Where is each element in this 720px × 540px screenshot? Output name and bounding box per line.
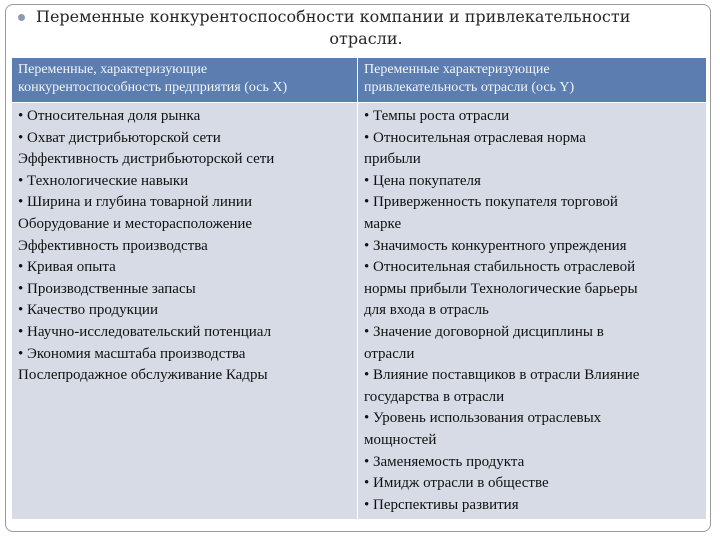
list-item: Послепродажное обслуживание Кадры: [18, 367, 268, 384]
list-item: отрасли: [364, 345, 415, 362]
table-body-row: [12, 103, 707, 520]
title-line-1: Переменные конкурентоспособности компании и привлекательности: [36, 7, 631, 26]
header-text: Переменные характеризующие: [364, 62, 550, 77]
list-item: • Относительная доля рынка: [18, 108, 201, 124]
list-item: • Цена покупателя: [364, 172, 481, 189]
title-line-2: отрасли.: [329, 29, 403, 48]
header-competitiveness: [12, 58, 358, 103]
list-item: • Ширина и глубина товарной линии: [18, 194, 252, 211]
attractiveness-variables-cell: [358, 103, 707, 520]
list-item: • Относительная отраслевая норма: [364, 129, 586, 146]
header-attractiveness: [358, 58, 707, 103]
header-text: привлекательность отрасли (ось Y): [364, 80, 575, 95]
list-item: • Значение договорной дисциплины в: [364, 323, 604, 340]
list-item: • Охват дистрибьюторской сети: [18, 129, 221, 146]
table-header-row: [12, 58, 707, 103]
list-item: • Имидж отрасли в обществе: [364, 475, 549, 492]
list-item: прибыли: [364, 151, 421, 168]
slide-title: [36, 6, 676, 50]
list-item: государства в отрасли: [364, 388, 505, 405]
list-item: • Влияние поставщиков в отрасли Влияние: [364, 367, 640, 384]
list-item: • Научно-исследовательский потенциал: [18, 323, 272, 340]
list-item: для входа в отрасль: [364, 302, 489, 319]
competitiveness-variables-cell: [12, 103, 358, 520]
list-item: • Качество продукции: [18, 302, 158, 319]
list-item: Эффективность дистрибьюторской сети: [18, 151, 275, 168]
list-item: Эффективность производства: [18, 237, 208, 254]
header-text: конкурентоспособность предприятия (ось X): [18, 80, 288, 95]
title-bullet-icon: [18, 14, 25, 21]
variables-table: [11, 57, 707, 520]
list-item: • Уровень использования отраслевых: [364, 410, 602, 427]
header-text: Переменные, характеризующие: [18, 62, 208, 77]
list-item: • Темпы роста отрасли: [364, 108, 510, 124]
list-item: мощностей: [364, 431, 437, 448]
list-item: нормы прибыли Технологические барьеры: [364, 280, 638, 297]
list-item: Оборудование и месторасположение: [18, 215, 253, 232]
list-item: • Заменяемость продукта: [364, 453, 525, 470]
list-item: марке: [364, 215, 402, 232]
list-item: • Технологические навыки: [18, 172, 189, 189]
list-item: • Экономия масштаба производства: [18, 345, 246, 362]
list-item: • Перспективы развития: [364, 496, 519, 513]
list-item: • Относительная стабильность отраслевой: [364, 259, 636, 276]
list-item: • Значимость конкурентного упреждения: [364, 237, 627, 254]
list-item: • Приверженность покупателя торговой: [364, 194, 618, 211]
list-item: • Производственные запасы: [18, 280, 196, 297]
list-item: • Кривая опыта: [18, 259, 116, 276]
